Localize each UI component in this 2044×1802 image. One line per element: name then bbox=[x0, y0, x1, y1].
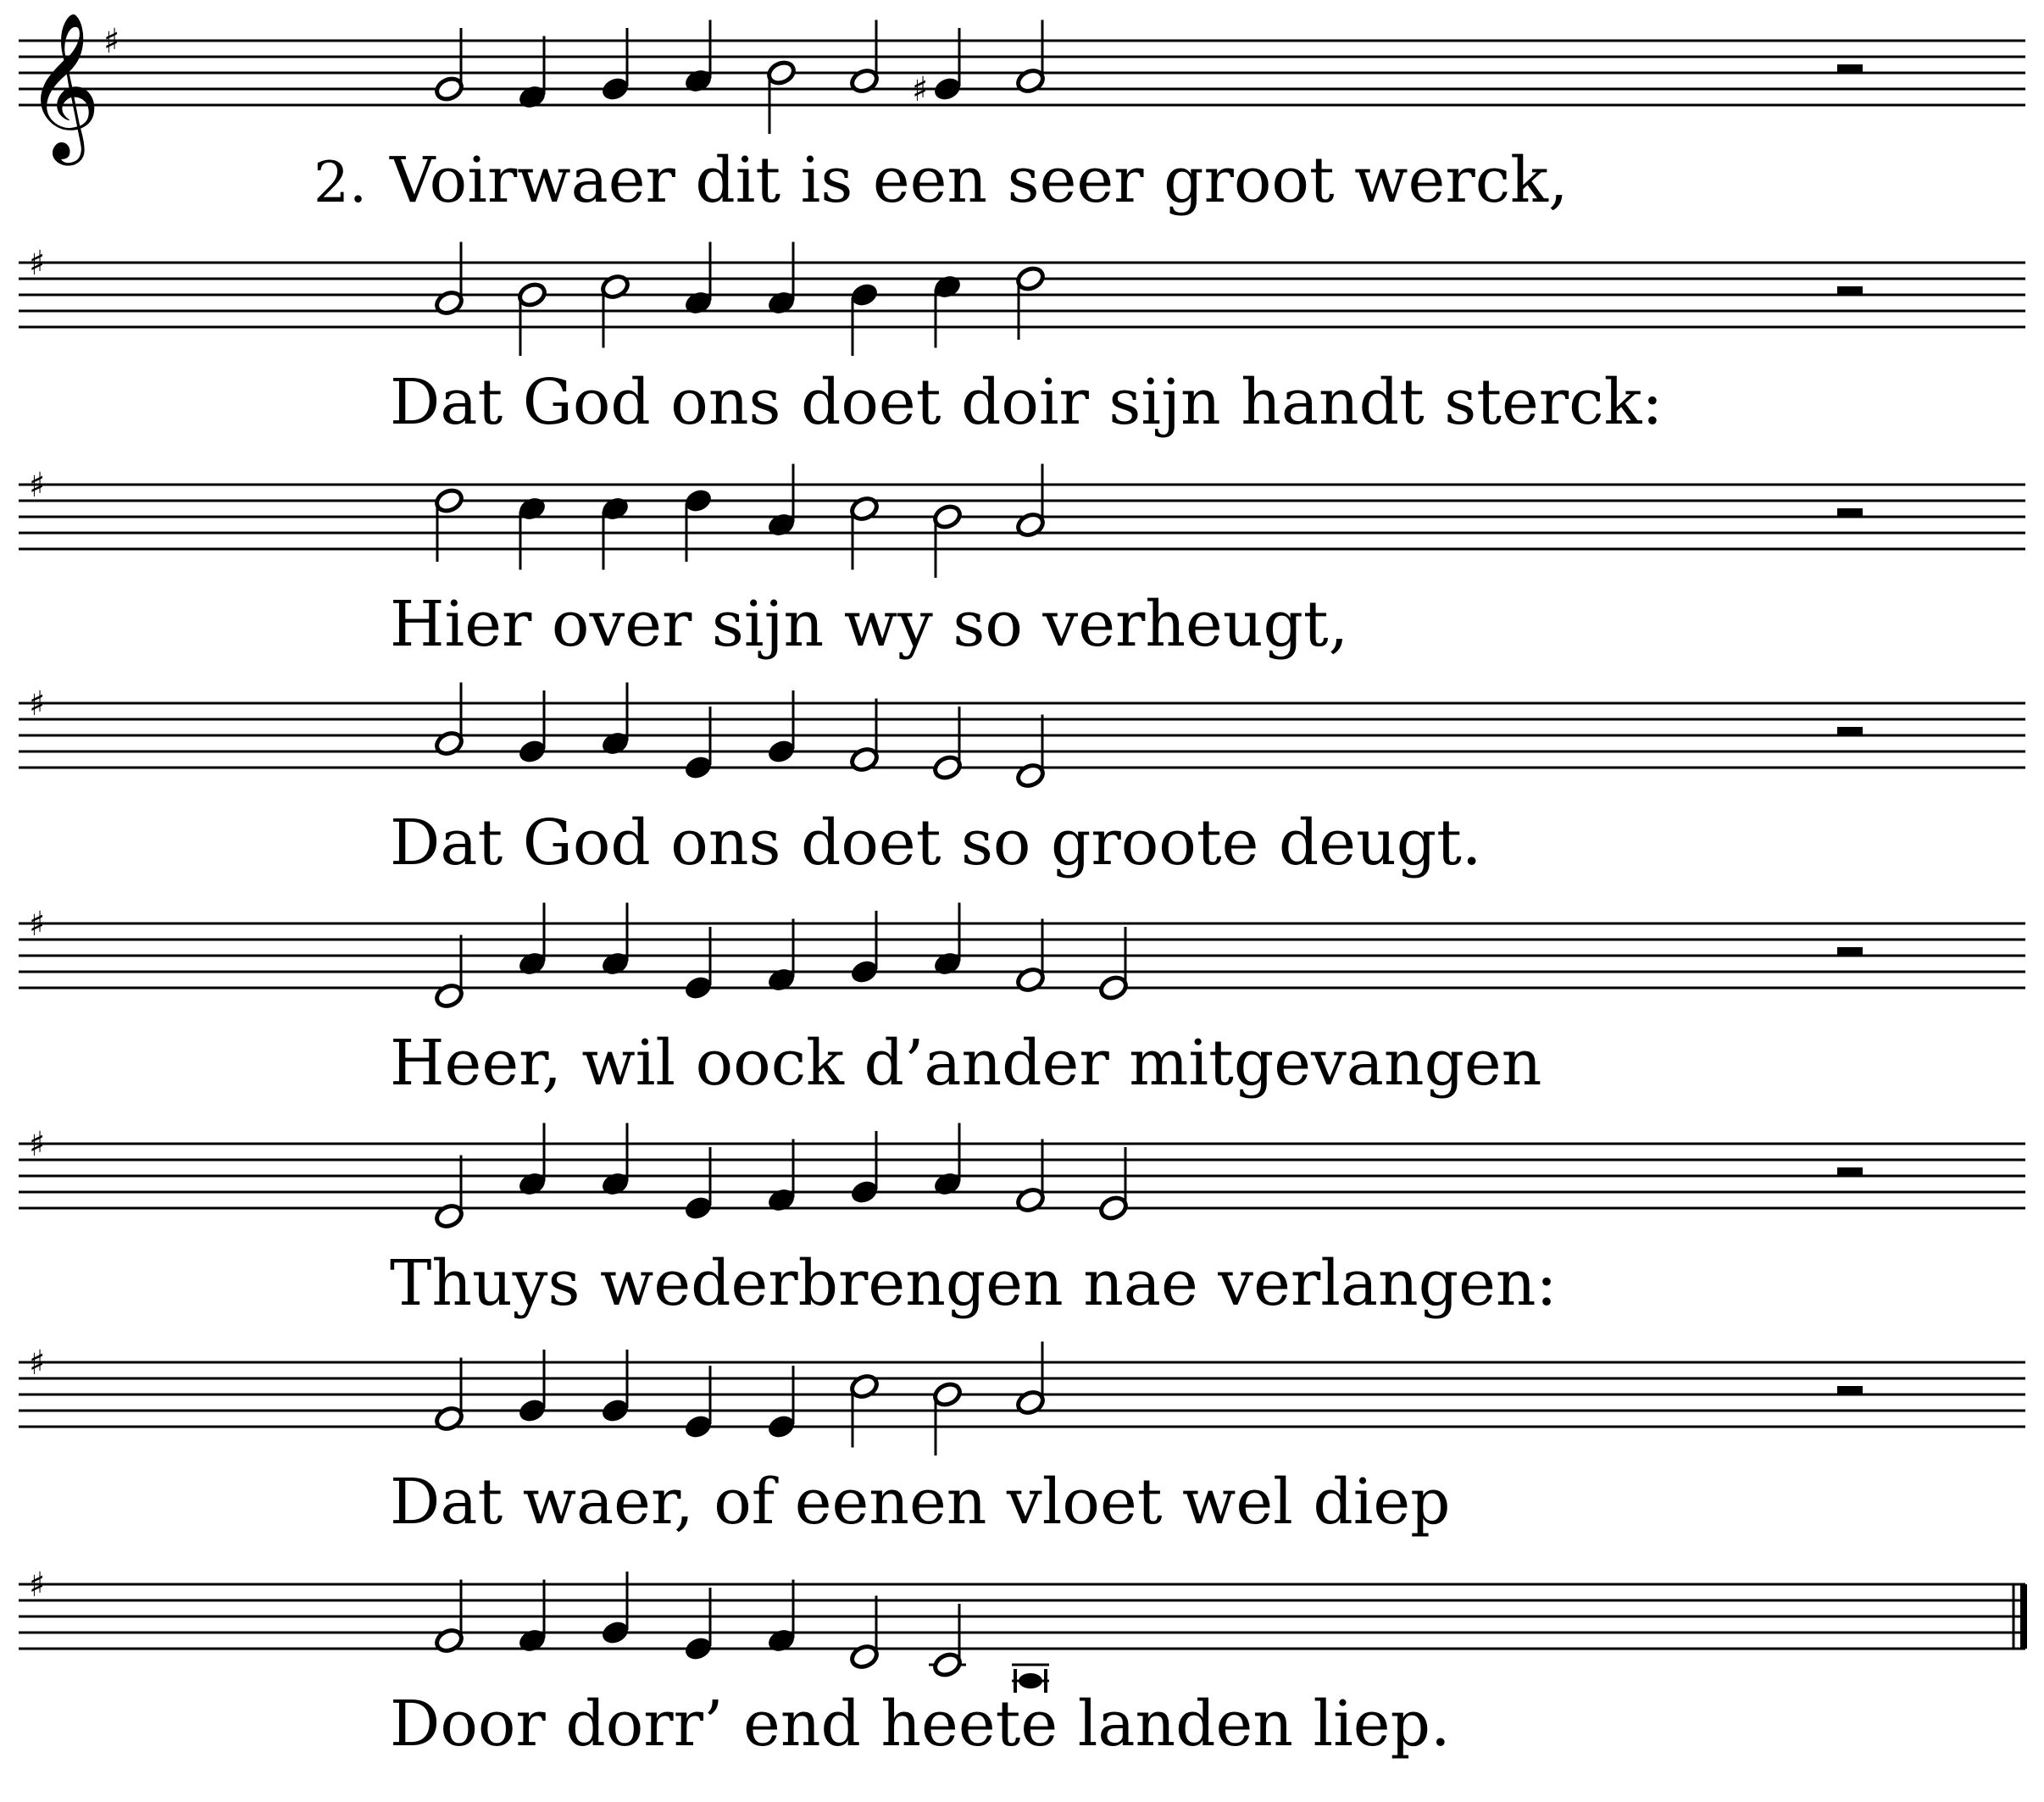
verse-number: 2. bbox=[314, 150, 367, 215]
key-signature-sharp-icon: ♯ bbox=[29, 1125, 46, 1164]
system-7 bbox=[19, 1342, 2025, 1539]
final-barline-thick bbox=[2020, 1584, 2027, 1649]
note bbox=[683, 487, 714, 562]
note bbox=[932, 503, 963, 578]
half-rest bbox=[1837, 1167, 1863, 1176]
key-signature-sharp-icon: ♯ bbox=[29, 685, 46, 724]
system-8 bbox=[19, 1566, 2027, 1760]
lyric-line: Heer, wil oock d’ander mitgevangen bbox=[390, 1027, 1542, 1100]
note bbox=[683, 1366, 714, 1440]
system-2 bbox=[19, 242, 2025, 440]
note bbox=[932, 707, 963, 781]
note bbox=[683, 1147, 714, 1222]
note bbox=[600, 1350, 630, 1424]
note bbox=[683, 707, 714, 781]
note bbox=[600, 1572, 630, 1646]
lyric-line: Dat God ons doet so groote deugt. bbox=[390, 807, 1482, 879]
note bbox=[766, 690, 797, 765]
note bbox=[434, 28, 464, 103]
half-rest bbox=[1837, 286, 1863, 295]
notehead-breve bbox=[1019, 1673, 1042, 1688]
note bbox=[434, 487, 464, 562]
key-signature-sharp-icon: ♯ bbox=[29, 905, 46, 944]
note bbox=[683, 1588, 714, 1662]
note bbox=[517, 690, 547, 765]
note bbox=[766, 1366, 797, 1440]
half-rest bbox=[1837, 727, 1863, 735]
note bbox=[929, 1604, 966, 1678]
note bbox=[849, 1131, 880, 1206]
note bbox=[517, 281, 547, 356]
key-signature-sharp-icon: ♯ bbox=[103, 22, 120, 61]
note bbox=[849, 281, 880, 356]
lyric-line: Hier over sijn wy so verheugt, bbox=[390, 588, 1349, 661]
note bbox=[932, 1381, 963, 1455]
key-signature-sharp-icon: ♯ bbox=[29, 1344, 46, 1383]
half-rest bbox=[1837, 508, 1863, 517]
lyric-line: Dat waer, of eenen vloet wel diep bbox=[390, 1466, 1451, 1539]
half-rest bbox=[1837, 1386, 1863, 1394]
note bbox=[683, 927, 714, 1001]
system-5 bbox=[19, 903, 2025, 1101]
note bbox=[1098, 1147, 1129, 1222]
lyric-line: Voirwaer dit is een seer groot werck, bbox=[390, 144, 1569, 217]
half-rest bbox=[1837, 64, 1863, 73]
half-rest bbox=[1837, 947, 1863, 956]
note bbox=[517, 1350, 547, 1424]
note bbox=[849, 911, 880, 985]
lyric-line: Door dorr’ end heete landen liep. bbox=[390, 1688, 1451, 1760]
system-6 bbox=[19, 1123, 2025, 1321]
system-3 bbox=[19, 464, 2025, 662]
staff-systems bbox=[19, 12, 2027, 1760]
note bbox=[766, 59, 797, 134]
key-signature-sharp-icon: ♯ bbox=[29, 244, 46, 283]
key-signature-sharp-icon: ♯ bbox=[29, 466, 46, 505]
note bbox=[1098, 927, 1129, 1001]
system-1 bbox=[19, 12, 2025, 217]
treble-clef-icon: 𝄞 bbox=[25, 12, 101, 159]
sharp-accidental-icon: ♯ bbox=[912, 70, 929, 109]
note bbox=[600, 28, 630, 103]
key-signature-sharp-icon: ♯ bbox=[29, 1566, 46, 1605]
system-4 bbox=[19, 683, 2025, 880]
lyric-line: Dat God ons doet doir sijn handt sterck: bbox=[390, 366, 1664, 439]
note bbox=[1015, 265, 1046, 340]
lyric-line: Thuys wederbrengen nae verlangen: bbox=[390, 1247, 1558, 1320]
